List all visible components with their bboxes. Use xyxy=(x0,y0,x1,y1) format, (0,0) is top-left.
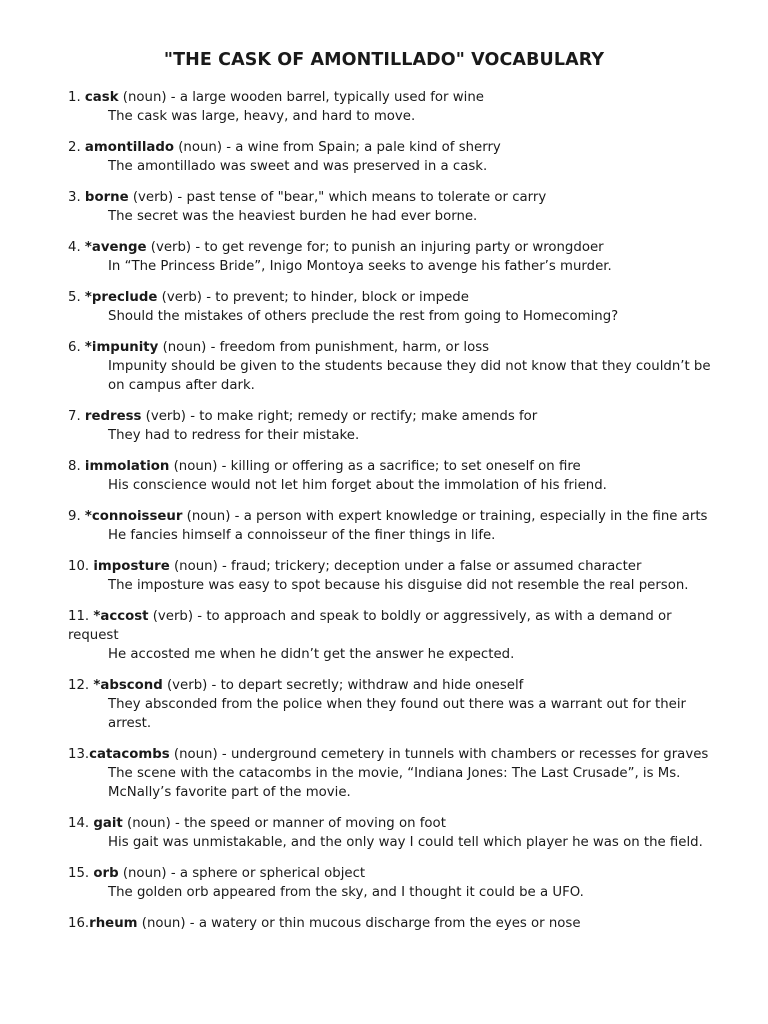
entry-heading xyxy=(68,288,718,307)
entry-part-of-speech: (verb) - xyxy=(157,290,216,305)
entry-definition: underground cemetery in tunnels with chambers or recesses for graves xyxy=(230,747,709,762)
entry-number: 4. xyxy=(68,240,85,255)
entry-number: 3. xyxy=(68,190,85,205)
vocab-entry xyxy=(68,188,718,226)
entry-heading xyxy=(68,188,718,207)
entry-definition: to make right; remedy or rectify; make amends for xyxy=(199,409,538,424)
entry-definition: to depart secretly; withdraw and hide oneself xyxy=(220,678,524,693)
entry-number: 14. xyxy=(68,816,94,831)
entry-example: His conscience would not let him forget about the immolation of his friend. xyxy=(108,478,607,493)
entry-number: 6. xyxy=(68,340,85,355)
entry-heading xyxy=(68,338,718,357)
entry-number: 2. xyxy=(68,140,85,155)
entry-word: cask xyxy=(84,90,119,105)
vocab-entry xyxy=(68,864,718,902)
vocab-entry xyxy=(68,457,718,495)
vocab-entry xyxy=(68,238,718,276)
entry-heading xyxy=(68,745,718,764)
entry-heading xyxy=(68,507,718,526)
page-title: "THE CASK OF AMONTILLADO" VOCABULARY xyxy=(163,50,605,70)
entry-definition: fraud; trickery; deception under a false or assumed character xyxy=(231,559,642,574)
entry-example: In “The Princess Bride”, Inigo Montoya seeks to avenge his father’s murder. xyxy=(108,259,612,274)
entry-definition: a person with expert knowledge or training, especially in the fine arts xyxy=(243,509,708,524)
entry-word: gait xyxy=(93,816,123,831)
entry-number: 12. xyxy=(68,678,94,693)
entry-part-of-speech: (verb) - xyxy=(148,609,207,624)
entry-example: The secret was the heaviest burden he had ever borne. xyxy=(108,209,478,224)
entry-heading xyxy=(68,607,718,645)
entry-number: 16. xyxy=(68,916,90,931)
entry-part-of-speech: (verb) - xyxy=(128,190,187,205)
entry-part-of-speech: (noun) - xyxy=(182,509,244,524)
entry-heading xyxy=(68,238,718,257)
entry-heading xyxy=(68,138,718,157)
entry-number: 13. xyxy=(68,747,90,762)
entry-part-of-speech: (verb) - xyxy=(141,409,200,424)
entry-word: catacombs xyxy=(89,747,170,762)
entry-number: 7. xyxy=(68,409,85,424)
entry-example: He accosted me when he didn’t get the answer he expected. xyxy=(108,647,515,662)
entry-definition: to prevent; to hinder, block or impede xyxy=(215,290,469,305)
entry-word: immolation xyxy=(84,459,170,474)
entry-number: 10. xyxy=(68,559,94,574)
entry-example: The amontillado was sweet and was preserved in a cask. xyxy=(108,159,488,174)
vocab-entry xyxy=(68,607,718,664)
entry-word: redress xyxy=(84,409,142,424)
entry-part-of-speech: (noun) - xyxy=(158,340,220,355)
entry-heading xyxy=(68,864,718,883)
entry-example: They absconded from the police when they found out there was a warrant out for their arrest. xyxy=(108,697,686,731)
entry-number: 9. xyxy=(68,509,85,524)
vocab-entry xyxy=(68,288,718,326)
vocab-entry xyxy=(68,88,718,126)
entry-definition: a watery or thin mucous discharge from the eyes or nose xyxy=(198,916,581,931)
entry-word: rheum xyxy=(89,916,138,931)
entry-word: imposture xyxy=(93,559,170,574)
entry-example: Impunity should be given to the students because they did not know that they couldn’t be on campus after dark. xyxy=(108,359,711,393)
entry-heading xyxy=(68,457,718,476)
entry-word: borne xyxy=(84,190,129,205)
entry-word: orb xyxy=(93,866,119,881)
entry-example: The scene with the catacombs in the movie, “Indiana Jones: The Last Crusade”, is Ms. McNally’s favorite part of the movie. xyxy=(108,766,681,800)
entry-heading xyxy=(68,88,718,107)
entry-example: His gait was unmistakable, and the only way I could tell which player he was on the field. xyxy=(108,835,703,850)
entry-example: They had to redress for their mistake. xyxy=(108,428,360,443)
entry-definition: freedom from punishment, harm, or loss xyxy=(219,340,490,355)
entry-number: 5. xyxy=(68,290,85,305)
entry-definition: the speed or manner of moving on foot xyxy=(184,816,446,831)
entry-number: 11. xyxy=(68,609,94,624)
entry-word: *impunity xyxy=(84,340,159,355)
entry-part-of-speech: (noun) - xyxy=(169,559,232,574)
entry-heading xyxy=(68,814,718,833)
entry-definition: to approach and speak to boldly or aggressively, as with a demand or request xyxy=(68,609,672,643)
entry-part-of-speech: (noun) - xyxy=(169,747,231,762)
entry-word: *abscond xyxy=(93,678,163,693)
vocab-entry xyxy=(68,914,718,933)
entry-example: The imposture was easy to spot because his disguise did not resemble the real person. xyxy=(108,578,689,593)
entry-part-of-speech: (noun) - xyxy=(174,140,236,155)
vocab-entry xyxy=(68,557,718,595)
entry-definition: to get revenge for; to punish an injuring party or wrongdoer xyxy=(204,240,604,255)
entry-word: *preclude xyxy=(84,290,158,305)
entry-word: amontillado xyxy=(84,140,175,155)
entry-example: Should the mistakes of others preclude the rest from going to Homecoming? xyxy=(108,309,619,324)
entry-number: 15. xyxy=(68,866,94,881)
entry-part-of-speech: (noun) - xyxy=(169,459,231,474)
entry-word: *connoisseur xyxy=(84,509,183,524)
vocab-entry xyxy=(68,407,718,445)
vocab-entry xyxy=(68,745,718,802)
vocab-entry xyxy=(68,338,718,395)
vocab-entry xyxy=(68,138,718,176)
entry-part-of-speech: (noun) - xyxy=(137,916,199,931)
entry-heading xyxy=(68,676,718,695)
entry-word: *avenge xyxy=(84,240,147,255)
entry-example: The golden orb appeared from the sky, and I thought it could be a UFO. xyxy=(108,885,584,900)
entry-part-of-speech: (noun) - xyxy=(122,816,185,831)
entry-part-of-speech: (noun) - xyxy=(118,866,180,881)
entry-definition: a wine from Spain; a pale kind of sherry xyxy=(235,140,501,155)
vocab-entry xyxy=(68,814,718,852)
entry-word: *accost xyxy=(93,609,149,624)
entry-number: 8. xyxy=(68,459,85,474)
entry-heading xyxy=(68,914,718,933)
entry-part-of-speech: (noun) - xyxy=(118,90,180,105)
vocab-entry xyxy=(68,676,718,733)
entry-heading xyxy=(68,557,718,576)
entry-example: The cask was large, heavy, and hard to move. xyxy=(108,109,416,124)
entry-number: 1. xyxy=(68,90,85,105)
vocab-entry xyxy=(68,507,718,545)
entry-definition: a sphere or spherical object xyxy=(179,866,366,881)
entry-part-of-speech: (verb) - xyxy=(162,678,221,693)
entry-part-of-speech: (verb) - xyxy=(146,240,205,255)
entry-definition: killing or offering as a sacrifice; to set oneself on fire xyxy=(230,459,581,474)
entry-definition: past tense of "bear," which means to tolerate or carry xyxy=(186,190,547,205)
entry-heading xyxy=(68,407,718,426)
entry-definition: a large wooden barrel, typically used for wine xyxy=(179,90,484,105)
vocabulary-list xyxy=(68,88,718,933)
entry-example: He fancies himself a connoisseur of the finer things in life. xyxy=(108,528,496,543)
